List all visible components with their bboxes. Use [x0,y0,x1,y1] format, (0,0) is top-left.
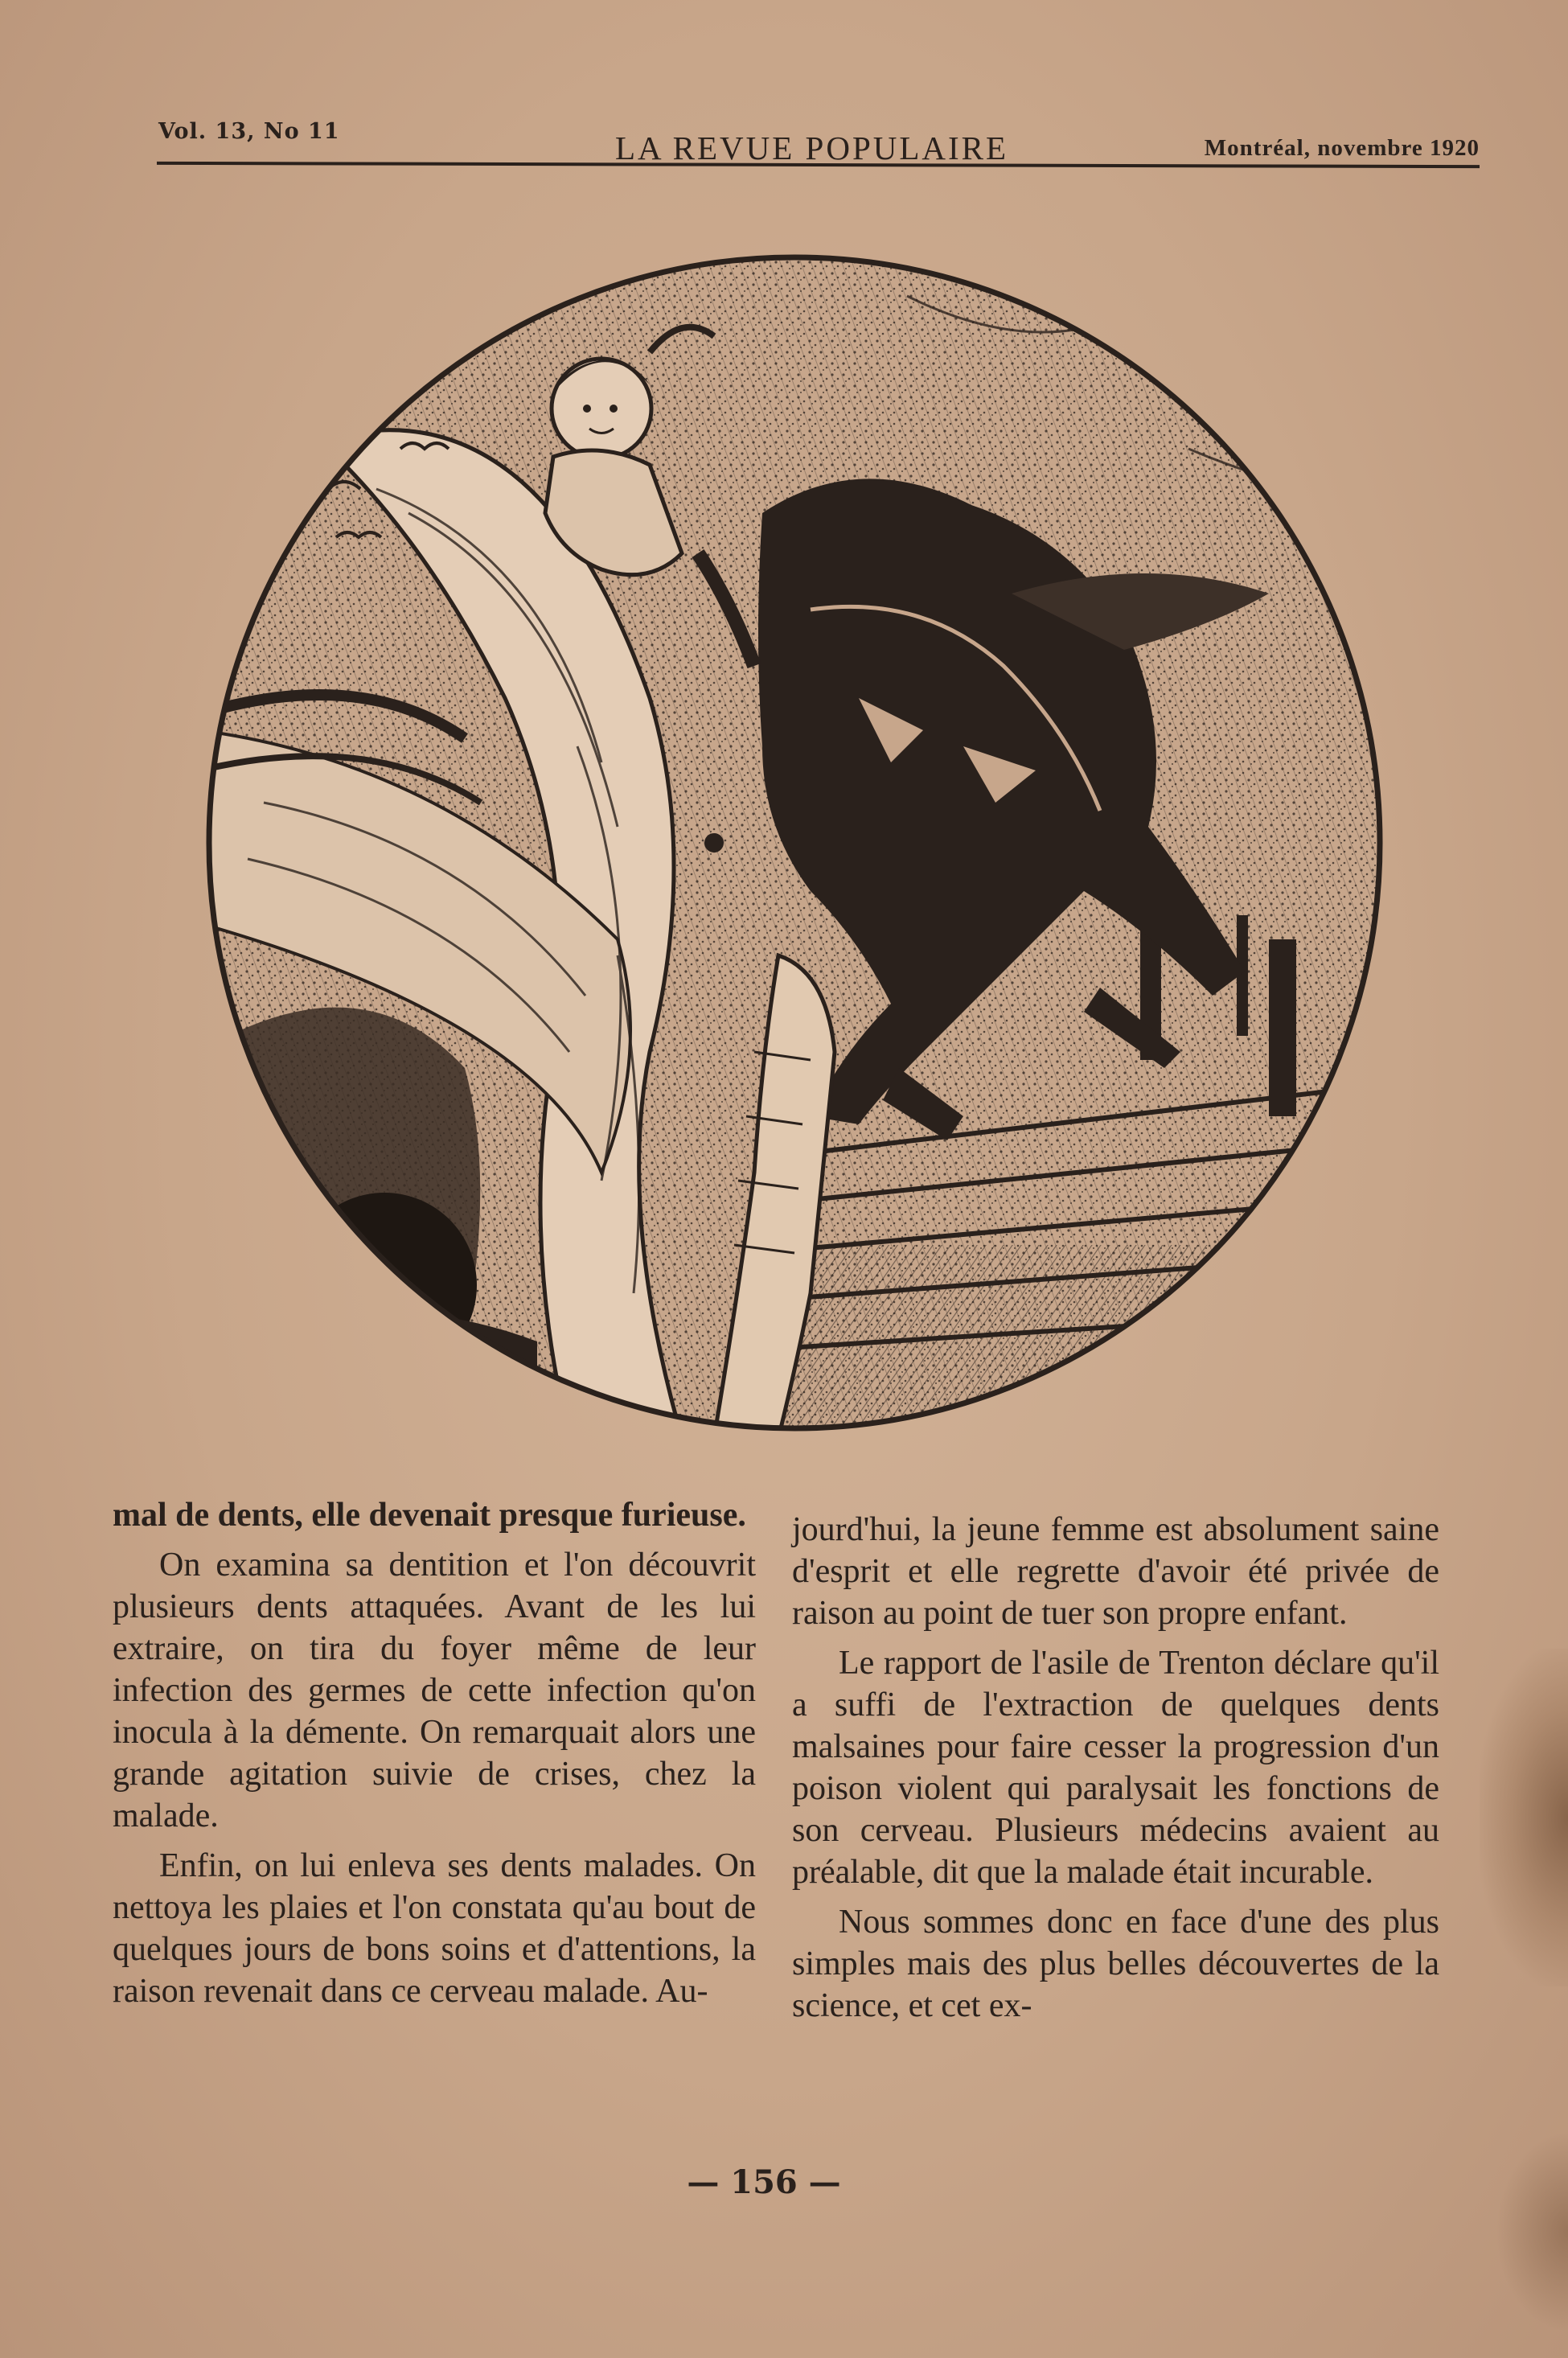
paper-stain [1496,2131,1568,2332]
paragraph: On examina sa dentition et l'on découvrit plusieurs dents attaquées. Avant de les lui extraire, on tira du foyer même de leur infection des germes de cette infection qu'on inocula à la démente. On remarquait alors une grande agitation suivie de crises, chez la malade. [113,1547,756,1834]
paragraph: Enfin, on lui enleva ses dents malades. On nettoya les plaies et l'on constata qu'au bout de quelques jours de bons soins et d'attentions, la raison revenait dans ce cerveau malade. Au- [113,1847,756,2010]
text-column-right [792,1509,1439,2027]
paper-stain [1480,1649,1568,1986]
volume-number: Vol. 13, No 11 [158,119,340,144]
running-header [157,113,1480,185]
paragraph: Le rapport de l'asile de Trenton déclare qu'il a suffi de l'extraction de quelques dents malsaines pour faire cesser la progression d'un poison violent qui paralysait les fonctions de son cerveau. Plusieurs médecins avaient au préalable, dit que la malade était incurable. [792,1645,1439,1891]
place-and-date: Montréal, novembre 1920 [1204,135,1480,161]
engraving-drawing [199,248,1389,1438]
text-column-left [113,1494,756,2012]
paragraph: jourd'hui, la jeune femme est absolument saine d'esprit et elle regrette d'avoir été privée de raison au point de tuer son propre enfant. [792,1511,1439,1632]
magazine-title: LA REVUE POPULAIRE [615,129,1009,166]
paragraph: mal de dents, elle devenait presque furieuse. [113,1497,746,1534]
circular-illustration [199,248,1389,1438]
page-number: — 156 — [687,2163,841,2201]
paragraph: Nous sommes donc en face d'une des plus simples mais des plus belles découvertes de la science, et cet ex- [792,1904,1439,2024]
